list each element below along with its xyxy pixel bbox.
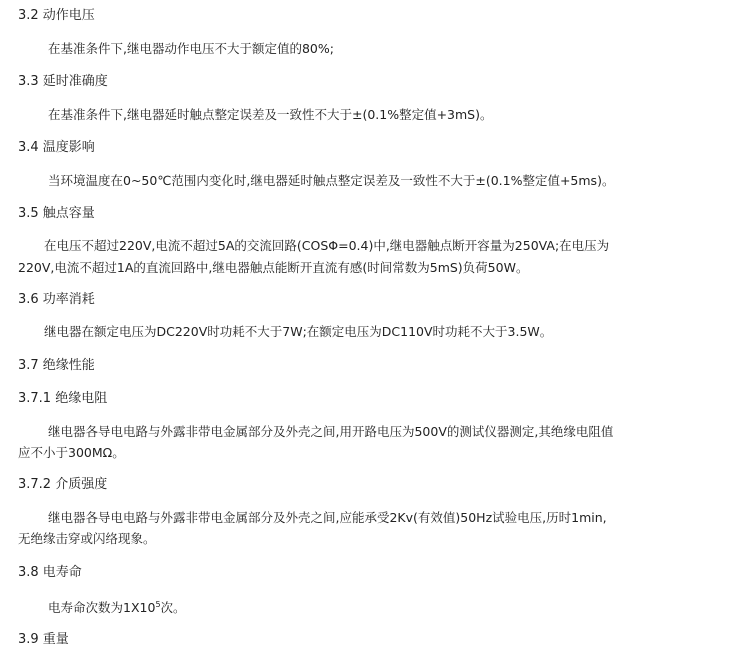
section-heading-3-4: 3.4 温度影响 [18, 140, 95, 155]
electrical-life-unit: 次。 [160, 600, 186, 615]
section-heading-3-9: 3.9 重量 [18, 632, 69, 647]
exponent-superscript: 5 [155, 600, 161, 609]
section-text-3-7-1-line2: 应不小于300MΩ。 [18, 445, 125, 460]
section-heading-3-8: 3.8 电寿命 [18, 565, 82, 580]
section-heading-3-7-2: 3.7.2 介质强度 [18, 477, 108, 492]
section-text-3-4: 当环境温度在0~50℃范围内变化时,继电器延时触点整定误差及一致性不大于±(0.1%整定值+5ms)。 [48, 173, 615, 188]
section-text-3-6: 继电器在额定电压为DC220V时功耗不大于7W;在额定电压为DC110V时功耗不大于3.5W。 [44, 324, 553, 339]
section-heading-3-7: 3.7 绝缘性能 [18, 358, 95, 373]
section-heading-3-5: 3.5 触点容量 [18, 206, 95, 221]
section-heading-3-3: 3.3 延时准确度 [18, 74, 108, 89]
section-heading-3-7-1: 3.7.1 绝缘电阻 [18, 391, 108, 406]
section-text-3-2: 在基准条件下,继电器动作电压不大于额定值的80%; [48, 41, 334, 56]
section-text-3-5-line1: 在电压不超过220V,电流不超过5A的交流回路(COSΦ=0.4)中,继电器触点断开容量为250VA;在电压为 [44, 238, 610, 253]
section-heading-3-6: 3.6 功率消耗 [18, 292, 95, 307]
section-text-3-7-2-line2: 无绝缘击穿或闪络现象。 [18, 531, 156, 546]
section-text-3-3: 在基准条件下,继电器延时触点整定误差及一致性不大于±(0.1%整定值+3mS)。 [48, 107, 493, 122]
section-heading-3-2: 3.2 动作电压 [18, 8, 95, 23]
section-text-3-5-line2: 220V,电流不超过1A的直流回路中,继电器触点能断开直流有感(时间常数为5mS)负荷50W。 [18, 260, 529, 275]
section-text-3-7-2-line1: 继电器各导电电路与外露非带电金属部分及外壳之间,应能承受2Kv(有效值)50Hz试验电压,历时1min, [48, 510, 607, 525]
electrical-life-text: 电寿命次数为1X10 [48, 600, 156, 615]
section-text-3-8 [48, 599, 186, 617]
section-text-3-7-1-line1: 继电器各导电电路与外露非带电金属部分及外壳之间,用开路电压为500V的测试仪器测定,其绝缘电阻值 [48, 424, 614, 439]
